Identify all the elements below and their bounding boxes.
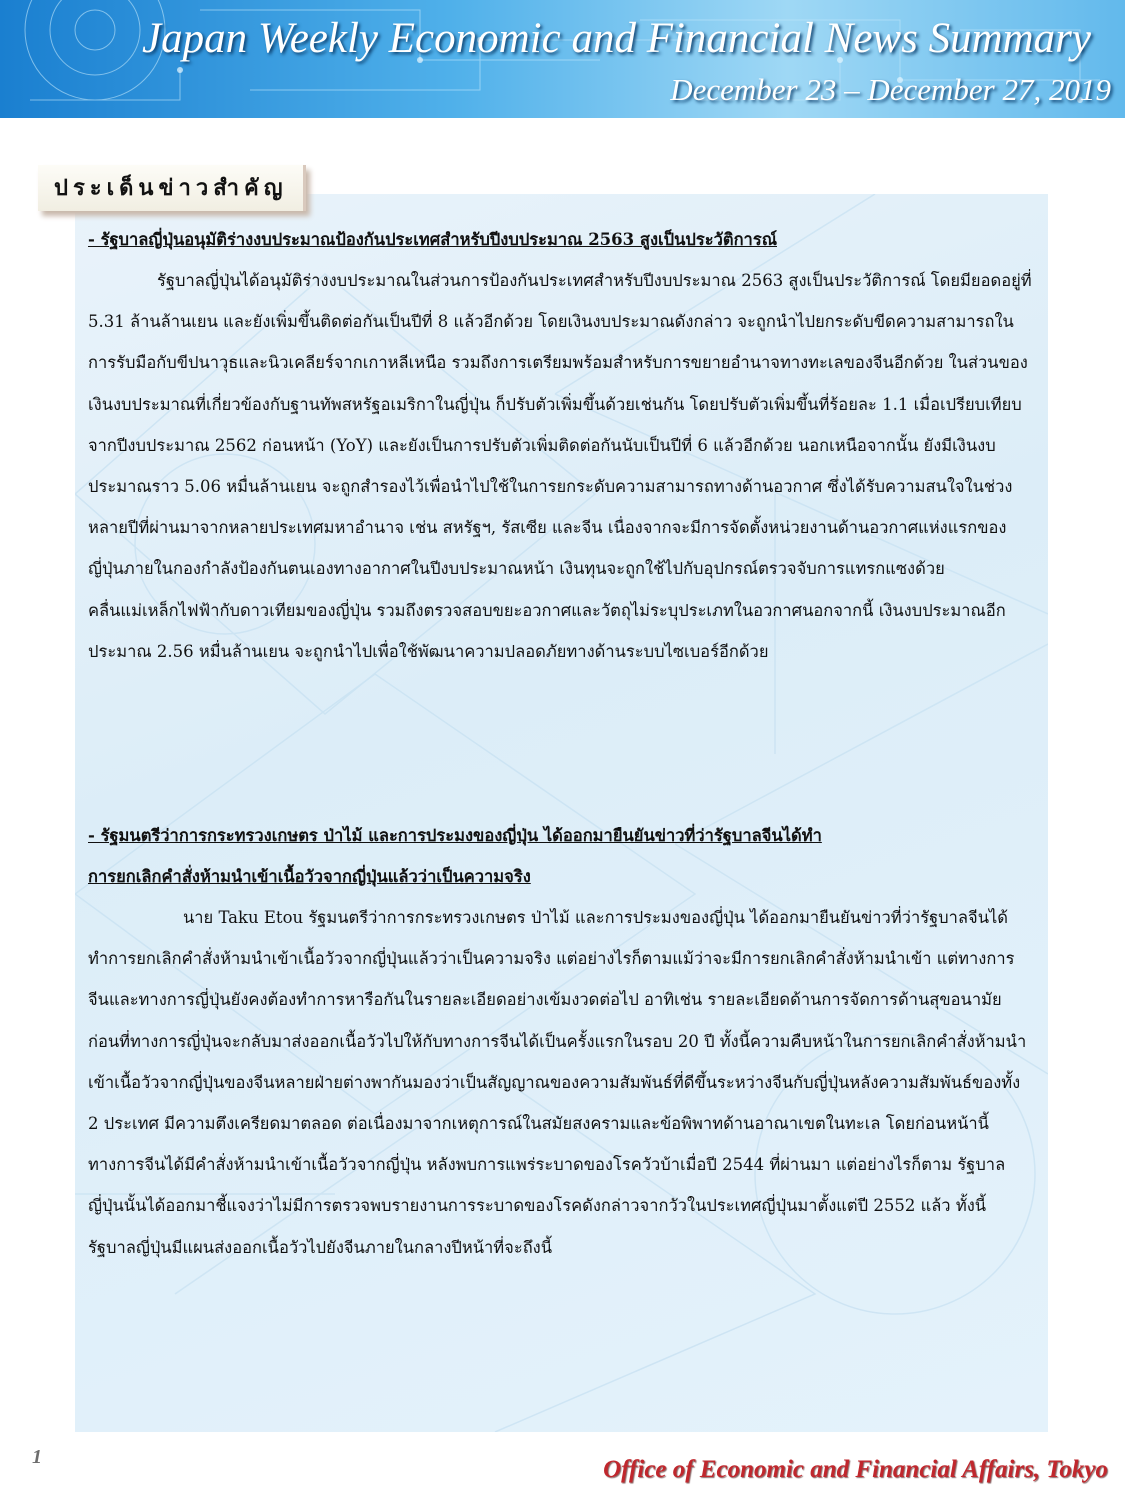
article-headline: - รัฐบาลญี่ปุ่นอนุมัติร่างงบประมาณป้องกันประเทศสำหรับปีงบประมาณ 2563 สูงเป็นประวัติการณ์ bbox=[88, 230, 777, 249]
header-banner bbox=[0, 0, 1125, 118]
article-headline-line1: - รัฐมนตรีว่าการกระทรวงเกษตร ป่าไม้ และการประมงของญี่ปุ่น ได้ออกมายืนยันข่าวที่ว่ารัฐบาลจีนได้ทำ bbox=[88, 826, 822, 845]
article-body: รัฐบาลญี่ปุ่นได้อนุมัติร่างงบประมาณในส่วนการป้องกันประเทศสำหรับปีงบประมาณ 2563 สูงเป็นประวัติการณ์ โดยมียอดอยู่ที่ 5.31 ล้านล้านเยน และยังเพิ่มขึ้นติดต่อกันเป็นปีที่ 8 แล้วอีกด้วย โดยเงินงบประมาณดังกล่าว จะถูกนำไปยกระดับขีดความสามารถในการรับมือกับขีปนาวุธและนิวเคลียร์จากเกาหลีเหนือ รวมถึงการเตรียมพร้อมสำหรับการขยายอำนาจทางทะเลของจีนอีกด้วย ในส่วนของเงินงบประมาณที่เกี่ยวข้องกับฐานทัพสหรัฐอเมริกาในญี่ปุ่น ก็ปรับตัวเพิ่มขึ้นด้วยเช่นกัน โดยปรับตัวเพิ่มขึ้นที่ร้อยละ 1.1 เมื่อเปรียบเทียบจากปีงบประมาณ 2562 ก่อนหน้า (YoY) และยังเป็นการปรับตัวเพิ่มติดต่อกันนับเป็นปีที่ 6 แล้วอีกด้วย นอกเหนือจากนั้น ยังมีเงินงบประมาณราว 5.06 หมื่นล้านเยน จะถูกสำรองไว้เพื่อนำไปใช้ในการยกระดับความสามารถทางด้านอวกาศ ซึ่งได้รับความสนใจในช่วงหลายปีที่ผ่านมาจากหลายประเทศมหาอำนาจ เช่น สหรัฐฯ, รัสเซีย และจีน เนื่องจากจะมีการจัดตั้งหน่วยงานด้านอวกาศแห่งแรกของญี่ปุ่นภายในกองกำลังป้องกันตนเองทางอากาศในปีงบประมาณหน้า เงินทุนจะถูกใช้ไปกับอุปกรณ์ตรวจจับการแทรกแซงด้วยคลื่นแม่เหล็กไฟฟ้ากับดาวเทียมของญี่ปุ่น รวมถึงตรวจสอบขยะอวกาศและวัตถุไม่ระบุประเภทในอวกาศนอกจากนี้ เงินงบประมาณอีกประมาณ 2.56 หมื่นล้านเยน จะถูกนำไปเพื่อใช้พัฒนาความปลอดภัยทางด้านระบบไซเบอร์อีกด้วย bbox=[88, 271, 1032, 661]
office-name: Office of Economic and Financial Affairs, Tokyo bbox=[603, 1456, 1108, 1483]
report-title: Japan Weekly Economic and Financial News Summary bbox=[142, 15, 1091, 62]
article-beef-import bbox=[88, 815, 1033, 1268]
page-number: 1 bbox=[32, 1446, 42, 1468]
article-body: นาย Taku Etou รัฐมนตรีว่าการกระทรวงเกษตร ป่าไม้ และการประมงของญี่ปุ่น ได้ออกมายืนยันข่าวที่ว่ารัฐบาลจีนได้ทำการยกเลิกคำสั่งห้ามนำเข้าเนื้อวัวจากญี่ปุ่นแล้วว่าเป็นความจริง แต่อย่างไรก็ตามแม้ว่าจะมีการยกเลิกคำสั่งห้ามนำเข้า แต่ทางการจีนและทางการญี่ปุ่นยังคงต้องทำการหารือกันในรายละเอียดอย่างเข้มงวดต่อไป อาทิเช่น รายละเอียดด้านการจัดการด้านสุขอนามัย ก่อนที่ทางการญี่ปุ่นจะกลับมาส่งออกเนื้อวัวไปให้กับทางการจีนได้เป็นครั้งแรกในรอบ 20 ปี ทั้งนี้ความคืบหน้าในการยกเลิกคำสั่งห้ามนำเข้าเนื้อวัวจากญี่ปุ่นของจีนหลายฝ่ายต่างพากันมองว่าเป็นสัญญาณของความสัมพันธ์ที่ดีขึ้นระหว่างจีนกับญี่ปุ่นหลังความสัมพันธ์ของทั้ง 2 ประเทศ มีความตึงเครียดมาตลอด ต่อเนื่องมาจากเหตุการณ์ในสมัยสงครามและข้อพิพาทด้านอาณาเขตในทะเล โดยก่อนหน้านี้ ทางการจีนได้มีคำสั่งห้ามนำเข้าเนื้อวัวจากญี่ปุ่น หลังพบการแพร่ระบาดของโรควัวบ้าเมื่อปี 2544 ที่ผ่านมา แต่อย่างไรก็ตาม รัฐบาลญี่ปุ่นนั้นได้ออกมาชี้แจงว่าไม่มีการตรวจพบรายงานการระบาดของโรคดังกล่าวจากวัวในประเทศญี่ปุ่นมาตั้งแต่ปี 2552 แล้ว ทั้งนี้รัฐบาลญี่ปุ่นมีแผนส่งออกเนื้อวัวไปยังจีนภายในกลางปีหน้าที่จะถึงนี้ bbox=[88, 908, 1027, 1257]
article-headline-line2: การยกเลิกคำสั่งห้ามนำเข้าเนื้อวัวจากญี่ปุ่นแล้วว่าเป็นความจริง bbox=[88, 867, 531, 886]
report-date-range: December 23 – December 27, 2019 bbox=[670, 72, 1111, 107]
article-defense-budget bbox=[88, 219, 1033, 672]
section-tab-key-news: ประเด็นข่าวสำคัญ bbox=[38, 165, 306, 211]
